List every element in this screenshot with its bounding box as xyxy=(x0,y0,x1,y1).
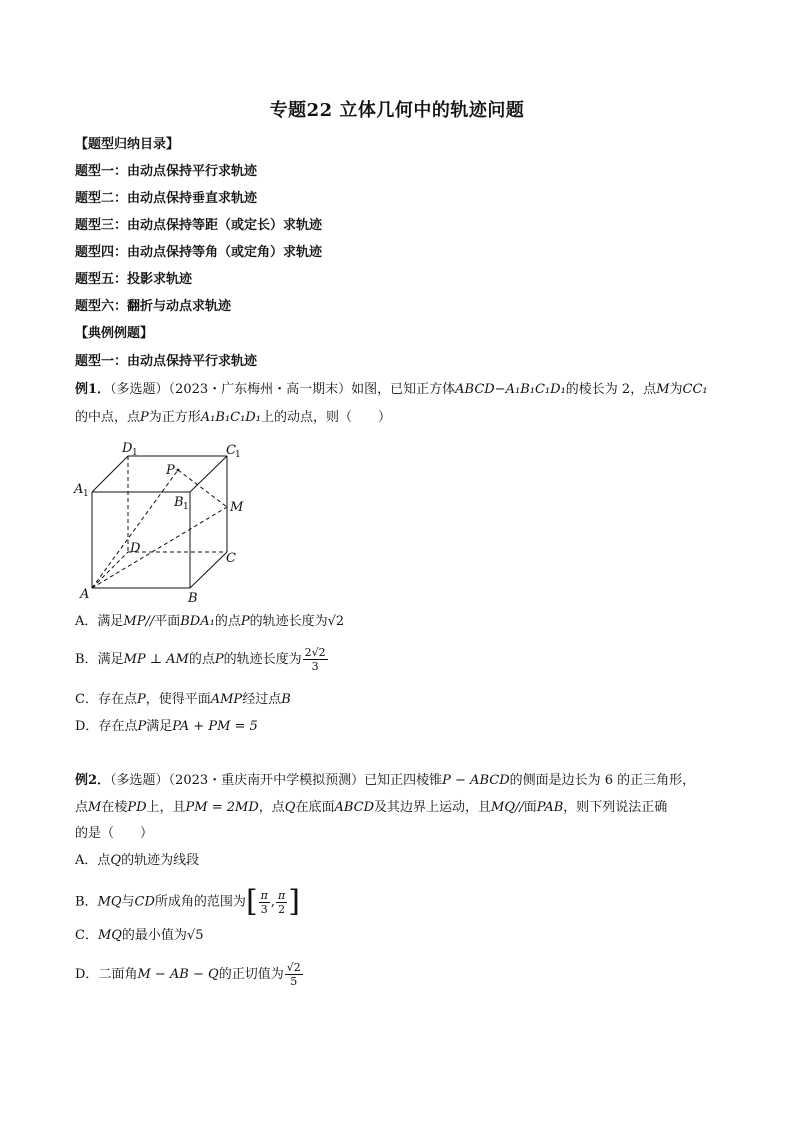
math: ABCD xyxy=(455,382,495,397)
label-c: C xyxy=(226,551,236,566)
option-text: 的点 xyxy=(214,614,241,629)
fraction-numerator: π xyxy=(260,888,268,902)
option-label: D． xyxy=(75,719,99,734)
math: √2 xyxy=(327,614,345,629)
toc-item-4: 题型四：由动点保持等角（或定角）求轨迹 xyxy=(75,245,323,260)
fraction-numerator: π xyxy=(278,888,286,902)
ex1-option-a xyxy=(75,614,344,630)
ex2-line1 xyxy=(75,773,695,789)
ex2-text: 及其边界上运动，且 xyxy=(374,800,492,815)
option-text: 二面角 xyxy=(98,967,138,982)
option-text: 的最小值为 xyxy=(121,928,187,943)
math: MQ// xyxy=(491,800,524,815)
math: Q xyxy=(284,800,296,815)
ex2-text: 在棱 xyxy=(101,800,128,815)
ex2-tag: （多选题）（2023・重庆南开中学模拟预测） xyxy=(110,773,365,788)
toc-item-5: 题型五：投影求轨迹 xyxy=(75,272,193,287)
comma: , xyxy=(270,894,276,910)
ex1-label: 例1． xyxy=(75,382,111,397)
label-sub: 1 xyxy=(132,448,138,458)
fraction-denominator: 3 xyxy=(260,902,268,916)
ex2-text: 的侧面是边长为 6 的正三角形， xyxy=(509,773,696,788)
option-text: 经过点 xyxy=(242,692,282,707)
math: P xyxy=(214,652,224,667)
ex2-text: ，点 xyxy=(258,800,285,815)
ex2-text: 已知正四棱锥 xyxy=(364,773,443,788)
ex1-option-d xyxy=(75,719,258,735)
option-text: 点 xyxy=(97,853,111,868)
option-text: 与 xyxy=(121,894,135,910)
math: √5 xyxy=(186,928,204,943)
ex1-text: 的中点，点 xyxy=(75,410,141,425)
option-label: A． xyxy=(75,614,98,629)
fraction xyxy=(259,889,270,916)
math: PA + PM = 5 xyxy=(172,719,258,734)
math: P xyxy=(140,410,149,425)
math: P xyxy=(136,692,146,707)
math: MQ xyxy=(97,894,122,910)
ex1-line2 xyxy=(75,410,391,426)
ex2-label: 例2． xyxy=(75,773,111,788)
math: PD xyxy=(127,800,147,815)
option-label: C． xyxy=(75,928,98,943)
option-text: 所成角的范围为 xyxy=(154,894,246,910)
ex1-line1 xyxy=(75,382,708,398)
option-text: 的正切值为 xyxy=(218,967,284,982)
label-sub: 1 xyxy=(83,489,89,499)
ex1-tag: （多选题）（2023・广东梅州・高一期末） xyxy=(110,382,352,397)
math: B xyxy=(281,692,291,707)
page-title: 专题22 立体几何中的轨迹问题 xyxy=(269,100,525,121)
ex2-option-d xyxy=(75,961,304,988)
math: A₁B₁C₁D₁ xyxy=(200,410,261,425)
fraction xyxy=(276,889,287,916)
label-d: D xyxy=(130,541,141,556)
option-label: B． xyxy=(75,652,98,667)
toc-item-3: 题型三：由动点保持等距（或定长）求轨迹 xyxy=(75,218,323,233)
option-text: 的轨迹长度为 xyxy=(249,614,328,629)
option-text: 存在点 xyxy=(98,719,138,734)
option-label: C． xyxy=(75,692,98,707)
fraction-denominator: 2 xyxy=(278,902,286,916)
math: CD xyxy=(134,894,155,910)
math: ABCD xyxy=(334,800,375,815)
ex2-line3: 的是（ ） xyxy=(75,826,154,841)
option-text: 的点 xyxy=(188,652,215,667)
fraction-denominator: 5 xyxy=(290,975,298,988)
section1-heading: 题型一：由动点保持平行求轨迹 xyxy=(75,354,258,369)
label-sub: 1 xyxy=(235,450,241,460)
option-label: A． xyxy=(75,853,98,868)
fraction-numerator: √2 xyxy=(286,961,301,974)
fraction xyxy=(285,961,303,988)
math: P xyxy=(137,719,147,734)
option-text: 的轨迹为线段 xyxy=(121,853,200,868)
math: M xyxy=(88,800,102,815)
option-text: 满足 xyxy=(97,652,124,667)
ex1-text: 的棱长为 2，点 xyxy=(565,382,657,397)
math: A₁B₁C₁D₁ xyxy=(505,382,566,397)
label-m: M xyxy=(230,500,244,515)
ex2-option-b xyxy=(75,884,300,919)
ex2-text: 在底面 xyxy=(295,800,335,815)
option-text: 平面 xyxy=(154,614,181,629)
ex1-text: 为 xyxy=(669,382,683,397)
label-a: A xyxy=(80,587,90,602)
math: Q xyxy=(110,853,122,868)
ex1-option-b xyxy=(75,646,329,673)
option-text: 满足 xyxy=(97,614,124,629)
label-c1: C xyxy=(226,443,236,458)
ex2-text: 上，且 xyxy=(146,800,186,815)
ex2-text: 面 xyxy=(523,800,537,815)
math: M xyxy=(656,382,670,397)
math: MQ xyxy=(97,928,122,943)
option-text: ，使得平面 xyxy=(145,692,211,707)
math: BDA₁ xyxy=(180,614,215,629)
fraction-denominator: 3 xyxy=(311,660,319,673)
math: P − ABCD xyxy=(442,773,510,788)
right-bracket: ] xyxy=(288,884,300,919)
label-sub: 1 xyxy=(183,502,189,512)
option-text: 存在点 xyxy=(97,692,137,707)
option-text: 的轨迹长度为 xyxy=(223,652,302,667)
math: CC₁ xyxy=(682,382,708,397)
math: AMP xyxy=(210,692,243,707)
ex1-option-c xyxy=(75,692,291,708)
label-p: P xyxy=(166,463,175,478)
toc-item-6: 题型六：翻折与动点求轨迹 xyxy=(75,299,232,314)
cube-figure xyxy=(70,436,260,606)
math: PAB xyxy=(536,800,564,815)
math: MP// xyxy=(123,614,155,629)
option-label: B． xyxy=(75,894,98,910)
ex2-text: 点 xyxy=(75,800,89,815)
math: − xyxy=(494,382,506,397)
option-label: D． xyxy=(75,967,99,982)
toc-item-2: 题型二：由动点保持垂直求轨迹 xyxy=(75,191,258,206)
math: P xyxy=(240,614,250,629)
examples-heading: 【典例例题】 xyxy=(75,326,154,341)
ex1-text: 为正方形 xyxy=(148,410,201,425)
math: MP ⊥ AM xyxy=(123,652,189,667)
math: PM = 2MD xyxy=(185,800,259,815)
toc-heading: 【题型归纳目录】 xyxy=(75,137,180,152)
ex2-option-a xyxy=(75,853,199,869)
label-a1: A xyxy=(74,482,84,497)
ex2-option-c xyxy=(75,928,204,944)
ex2-text: ，则下列说法正确 xyxy=(563,800,668,815)
ex1-text: 如图，已知正方体 xyxy=(351,382,456,397)
ex2-line2 xyxy=(75,800,667,816)
label-b: B xyxy=(188,591,198,606)
label-d1: D xyxy=(122,441,133,456)
toc-item-1: 题型一：由动点保持平行求轨迹 xyxy=(75,164,258,179)
ex1-text: 上的动点，则（ ） xyxy=(260,410,391,425)
fraction-numerator: 2√2 xyxy=(304,646,326,659)
label-b1: B xyxy=(174,495,184,510)
left-bracket: [ xyxy=(245,884,258,919)
option-text: 满足 xyxy=(146,719,173,734)
fraction xyxy=(303,646,328,673)
math: M − AB − Q xyxy=(137,967,219,982)
